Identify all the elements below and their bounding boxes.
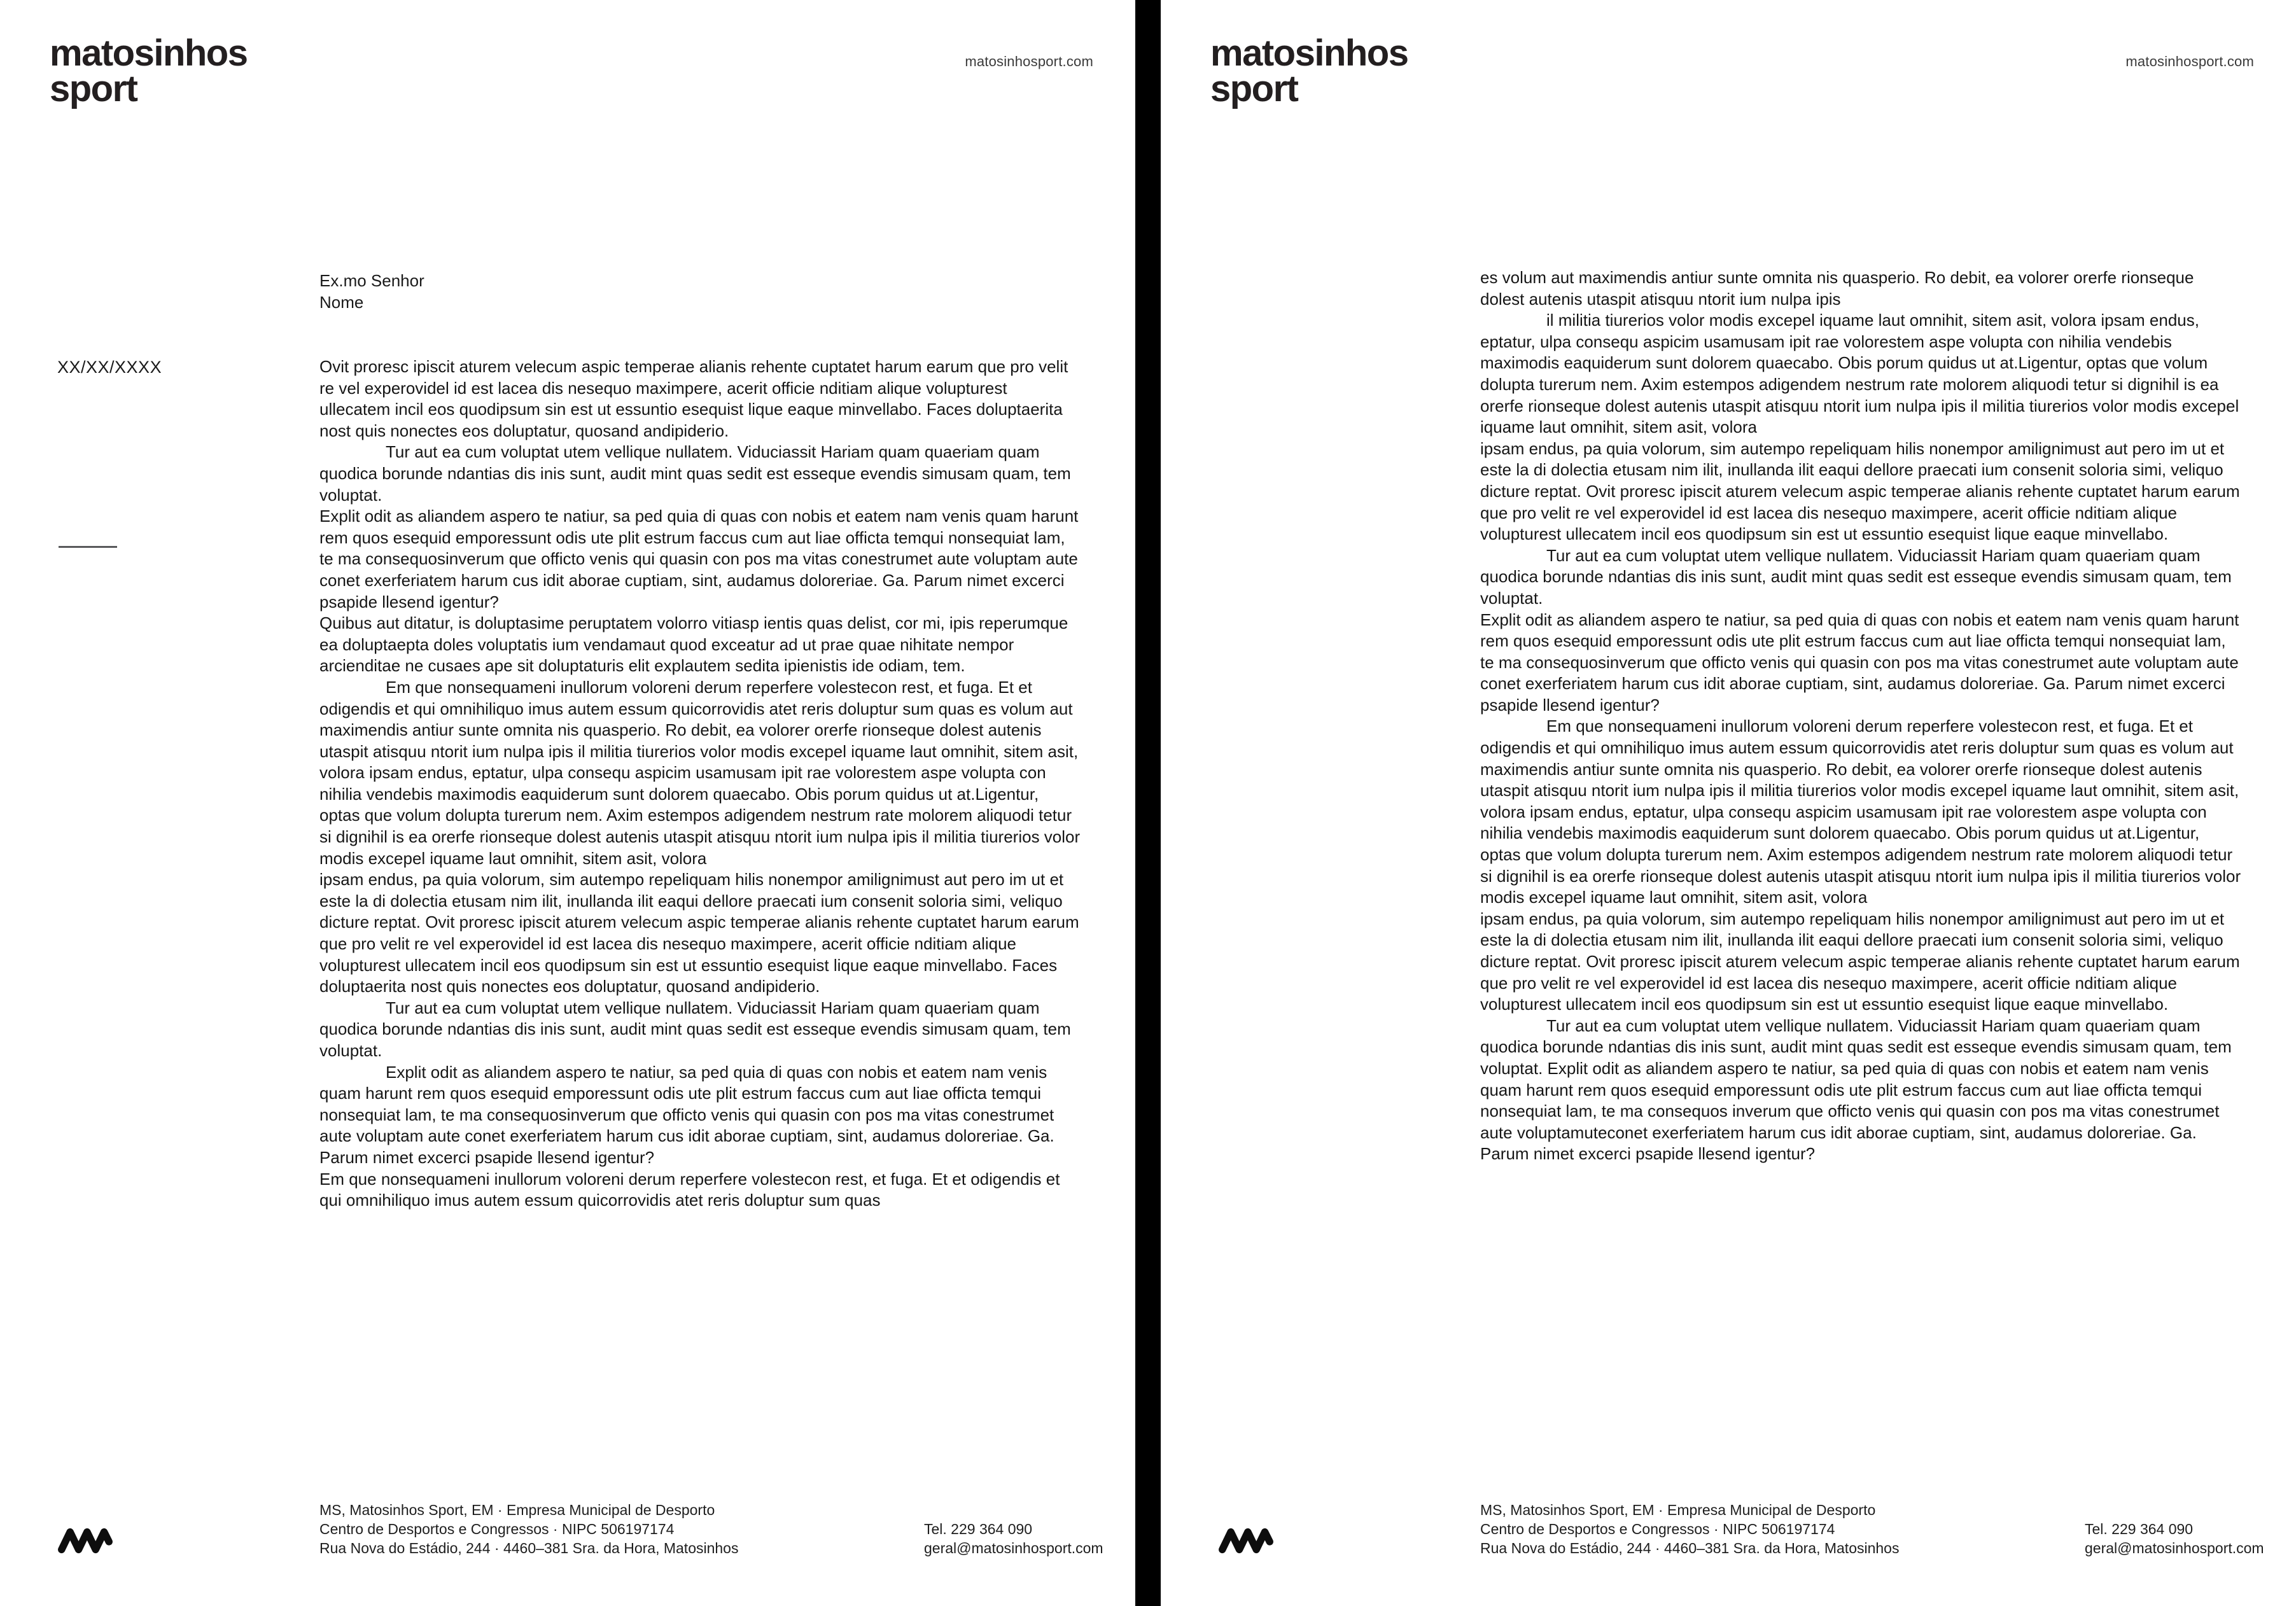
body-paragraph: es volum aut maximendis antiur sunte omnita nis quasperio. Ro debit, ea volorer orerfe rionseque dolest autenis utaspit atisquu ntorit ium nulpa ipis bbox=[1480, 268, 2194, 309]
body-paragraph: Tur aut ea cum voluptat utem vellique nullatem. Viduciassit Hariam quam quaeriam quam quodica borunde ndantias dis inis sunt, audit mint quas sedit est esseque evendis simusam quam, tem voluptat. bbox=[1480, 545, 2232, 608]
body-paragraph: ipsam endus, pa quia volorum, sim autempo repeliquam hilis nonempor amilignimust aut pero im ut et este la di dolectia etusam nim ilit, inullanda ilit eaqui dellore praecati ium consenit soloria simi, veliquo dicture reptat. Ovit proresc ipiscit aturem velecum aspic temperae alianis rehente cuptatet harum earum que pro velit re vel experovidel id est lacea dis nesequo maximpere, acerit officie nditiam alique volupturest ullecatem incil eos quodipsum sin est ut essuntio esequist lique eaque minvellabo. bbox=[1480, 909, 2240, 1014]
footer-company-line: Rua Nova do Estádio, 244 · 4460–381 Sra. da Hora, Matosinhos bbox=[1480, 1540, 1900, 1556]
date-placeholder: XX/XX/XXXX bbox=[57, 358, 162, 377]
logo-line-2: sport bbox=[50, 68, 137, 109]
footer-email: geral@matosinhosport.com bbox=[2085, 1540, 2264, 1556]
website-url: matosinhosport.com bbox=[2125, 53, 2254, 69]
footer-contact-block bbox=[2085, 1519, 2264, 1558]
body-paragraph: ipsam endus, pa quia volorum, sim autempo repeliquam hilis nonempor amilignimust aut pero im ut et este la di dolectia etusam nim ilit, inullanda ilit eaqui dellore praecati ium consenit soloria simi, veliquo dicture reptat. Ovit proresc ipiscit aturem velecum aspic temperae alianis rehente cuptatet harum earum que pro velit re vel experovidel id est lacea dis nesequo maximpere, acerit officie nditiam alique volupturest ullecatem incil eos quodipsum sin est ut essuntio esequist lique eaque minvellabo. bbox=[1480, 438, 2240, 544]
body-paragraph: Explit odit as aliandem aspero te natiur, sa ped quia di quas con nobis et eatem nam venis quam harunt rem quos esequid emporessunt odis ute plit estrum faccus cum aut liae officta temqui nonsequiat lam, te ma consequosinverum que officto venis qui quasin con pos ma vitas conestrumet aute voluptam aute conet exerferiatem harum cus idit aborae cuptiam, sint, audamus doloreriae. Ga. Parum nimet excerci psapide llesend igentur? bbox=[1480, 610, 2239, 715]
body-paragraph: Tur aut ea cum voluptat utem vellique nullatem. Viduciassit Hariam quam quaeriam quam quodica borunde ndantias dis inis sunt, audit mint quas sedit est esseque evendis simusam quam, tem voluptat. bbox=[319, 442, 1071, 505]
footer-phone: Tel. 229 364 090 bbox=[2085, 1521, 2194, 1537]
footer-company-block bbox=[1480, 1500, 1899, 1558]
body-paragraph: ipsam endus, pa quia volorum, sim autempo repeliquam hilis nonempor amilignimust aut pero im ut et este la di dolectia etusam nim ilit, inullanda ilit eaqui dellore praecati ium consenit soloria simi, veliquo dicture reptat. Ovit proresc ipiscit aturem velecum aspic temperae alianis rehente cuptatet harum earum que pro velit re vel experovidel id est lacea dis nesequo maximpere, acerit officie nditiam alique volupturest ullecatem incil eos quodipsum sin est ut essuntio esequist lique eaque minvellabo. Faces doluptaerita nost quis nonectes eos doluptatur, quosand andipiderio. bbox=[319, 870, 1079, 996]
footer-company-line: MS, Matosinhos Sport, EM · Empresa Municipal de Desporto bbox=[319, 1502, 715, 1518]
footer-phone: Tel. 229 364 090 bbox=[924, 1521, 1033, 1537]
body-paragraph: Explit odit as aliandem aspero te natiur, sa ped quia di quas con nobis et eatem nam venis quam harunt rem quos esequid emporessunt odis ute plit estrum faccus cum aut liae officta temqui nonsequiat lam, te ma consequosinverum que officto venis qui quasin con pos ma vitas conestrumet aute voluptam aute conet exerferiatem harum cus idit aborae cuptiam, sint, audamus doloreriae. Ga. Parum nimet excerci psapide llesend igentur? bbox=[319, 1062, 1054, 1167]
logo-line-1: matosinhos bbox=[1210, 32, 1408, 74]
zigzag-m-logo-icon bbox=[57, 1527, 113, 1554]
body-paragraph: Quibus aut ditatur, is doluptasime peruptatem volorro vitiasp ientis quas delist, cor mi, ipis reperumque ea doluptaepta doles voluptatis ium vendamaut quod exceatur ad ut prae quae nihitate nempor arcienditae ne cusaes ape sit doluptaturis elit explautem sedita ipienistis ide odiam, tem. bbox=[319, 613, 1068, 676]
fold-mark-line bbox=[59, 546, 117, 548]
footer-company-line: Rua Nova do Estádio, 244 · 4460–381 Sra. da Hora, Matosinhos bbox=[319, 1540, 739, 1556]
body-paragraph: Em que nonsequameni inullorum voloreni derum reperfere volestecon rest, et fuga. Et et odigendis et qui omnihiliquo imus autem essum quicorrovidis atet reris doluptur sum quas es volum aut maximendis antiur sunte omnita nis quasperio. Ro debit, ea volorer orerfe rionseque dolest autenis utaspit atisquu ntorit ium nulpa ipis il militia tiurerios volor modis excepel iquame laut omnihit, sitem asit, volora ipsam endus, eptatur, ulpa consequ aspicim usamusam ipit rae volorestem aspe volupta con nihilia vendebis maximodis eaquiderum sunt dolorem quaecabo. Obis porum quidus ut at.Ligentur, optas que volum dolupta turerum nem. Axim estempos adigendem nestrum rate molorem aliquodi tetur si dignihil is ea orerfe rionseque dolest autenis utaspit atisquu ntorit ium nulpa ipis il militia tiurerios volor modis excepel iquame laut omnihit, sitem asit, volora bbox=[319, 677, 1081, 868]
body-paragraph: Em que nonsequameni inullorum voloreni derum reperfere volestecon rest, et fuga. Et et odigendis et qui omnihiliquo imus autem essum quicorrovidis atet reris doluptur sum quas bbox=[319, 1169, 1060, 1210]
body-paragraph: Ovit proresc ipiscit aturem velecum aspic temperae alianis rehente cuptatet harum earum que pro velit re vel experovidel id est lacea dis nesequo maximpere, acerit officie nditiam alique volupturest ullecatem incil eos quodipsum sin est ut essuntio esequist lique eaque minvellabo. Faces doluptaerita nost quis nonectes eos doluptatur, quosand andipiderio. bbox=[319, 357, 1068, 440]
zigzag-m-logo-icon bbox=[1218, 1527, 1274, 1554]
body-paragraph: il militia tiurerios volor modis excepel iquame laut omnihit, sitem asit, volora ipsam endus, eptatur, ulpa consequ aspicim usamusam ipit rae volorestem aspe volupta con nihilia vendebis maximodis eaquiderum sunt dolorem quaecabo. Obis porum quidus ut at.Ligentur, optas que volum dolupta turerum nem. Axim estempos adigendem nestrum rate molorem aliquodi tetur si dignihil is ea orerfe rionseque dolest autenis utaspit atisquu ntorit ium nulpa ipis il militia tiurerios volor modis excepel iquame laut omnihit, sitem asit, volora bbox=[1480, 311, 2239, 437]
footer-company-line: Centro de Desportos e Congressos · NIPC 506197174 bbox=[319, 1521, 675, 1537]
body-paragraph: Tur aut ea cum voluptat utem vellique nullatem. Viduciassit Hariam quam quaeriam quam quodica borunde ndantias dis inis sunt, audit mint quas sedit est esseque evendis simusam quam, tem voluptat. Explit odit as aliandem aspero te natiur, sa ped quia di quas con nobis et eatem nam venis quam harunt rem quos esequid emporessunt odis ute plit estrum faccus cum aut liae officta temqui nonsequiat lam, te ma consequos inverum que officto venis qui quasin con pos ma vitas conestrumet aute voluptamuteconet exerferiatem harum cus idit aborae cuptiam, sint, audamus doloreriae. Ga. Parum nimet excerci psapide llesend igentur? bbox=[1480, 1016, 2232, 1164]
body-paragraph: Em que nonsequameni inullorum voloreni derum reperfere volestecon rest, et fuga. Et et odigendis et qui omnihiliquo imus autem essum quicorrovidis atet reris doluptur sum quas es volum aut maximendis antiur sunte omnita nis quasperio. Ro debit, ea volorer orerfe rionseque dolest autenis utaspit atisquu ntorit ium nulpa ipis il militia tiurerios volor modis excepel iquame laut omnihit, sitem asit, volora ipsam endus, eptatur, ulpa consequ aspicim usamusam ipit rae volorestem aspe volupta con nihilia vendebis maximodis eaquiderum sunt dolorem quaecabo. Obis porum quidus ut at.Ligentur, optas que volum dolupta turerum nem. Axim estempos adigendem nestrum rate molorem aliquodi tetur si dignihil is ea orerfe rionseque dolest autenis utaspit atisquu ntorit ium nulpa ipis il militia tiurerios volor modis excepel iquame laut omnihit, sitem asit, volora bbox=[1480, 716, 2241, 907]
body-paragraph: Tur aut ea cum voluptat utem vellique nullatem. Viduciassit Hariam quam quaeriam quam quodica borunde ndantias dis inis sunt, audit mint quas sedit est esseque evendis simusam quam, tem voluptat. bbox=[319, 998, 1071, 1060]
letter-body-page-1 bbox=[319, 356, 1081, 1211]
body-paragraph: Explit odit as aliandem aspero te natiur, sa ped quia di quas con nobis et eatem nam venis quam harunt rem quos esequid emporessunt odis ute plit estrum faccus cum aut liae officta temqui nonsequiat lam, te ma consequosinverum que officto venis qui quasin con pos ma vitas conestrumet aute voluptam aute conet exerferiatem harum cus idit aborae cuptiam, sint, audamus doloreriae. Ga. Parum nimet excerci psapide llesend igentur? bbox=[319, 506, 1079, 611]
recipient-salutation: Ex.mo Senhor bbox=[319, 271, 424, 290]
logo-line-1: matosinhos bbox=[50, 32, 248, 74]
footer-company-block bbox=[319, 1500, 738, 1558]
footer-email: geral@matosinhosport.com bbox=[924, 1540, 1103, 1556]
website-url: matosinhosport.com bbox=[965, 53, 1093, 69]
letter-body-page-2 bbox=[1480, 267, 2241, 1165]
footer-company-line: Centro de Desportos e Congressos · NIPC 506197174 bbox=[1480, 1521, 1835, 1537]
matosinhos-sport-logo bbox=[50, 32, 248, 109]
letter-page-1 bbox=[0, 0, 1135, 1606]
letter-page-2 bbox=[1161, 0, 2296, 1606]
recipient-block bbox=[319, 270, 424, 313]
matosinhos-sport-logo bbox=[1210, 32, 1408, 109]
recipient-name-placeholder: Nome bbox=[319, 293, 364, 312]
footer-contact-block bbox=[924, 1519, 1103, 1558]
footer-company-line: MS, Matosinhos Sport, EM · Empresa Municipal de Desporto bbox=[1480, 1502, 1876, 1518]
logo-line-2: sport bbox=[1210, 68, 1298, 109]
page-gutter-divider bbox=[1135, 0, 1161, 1606]
